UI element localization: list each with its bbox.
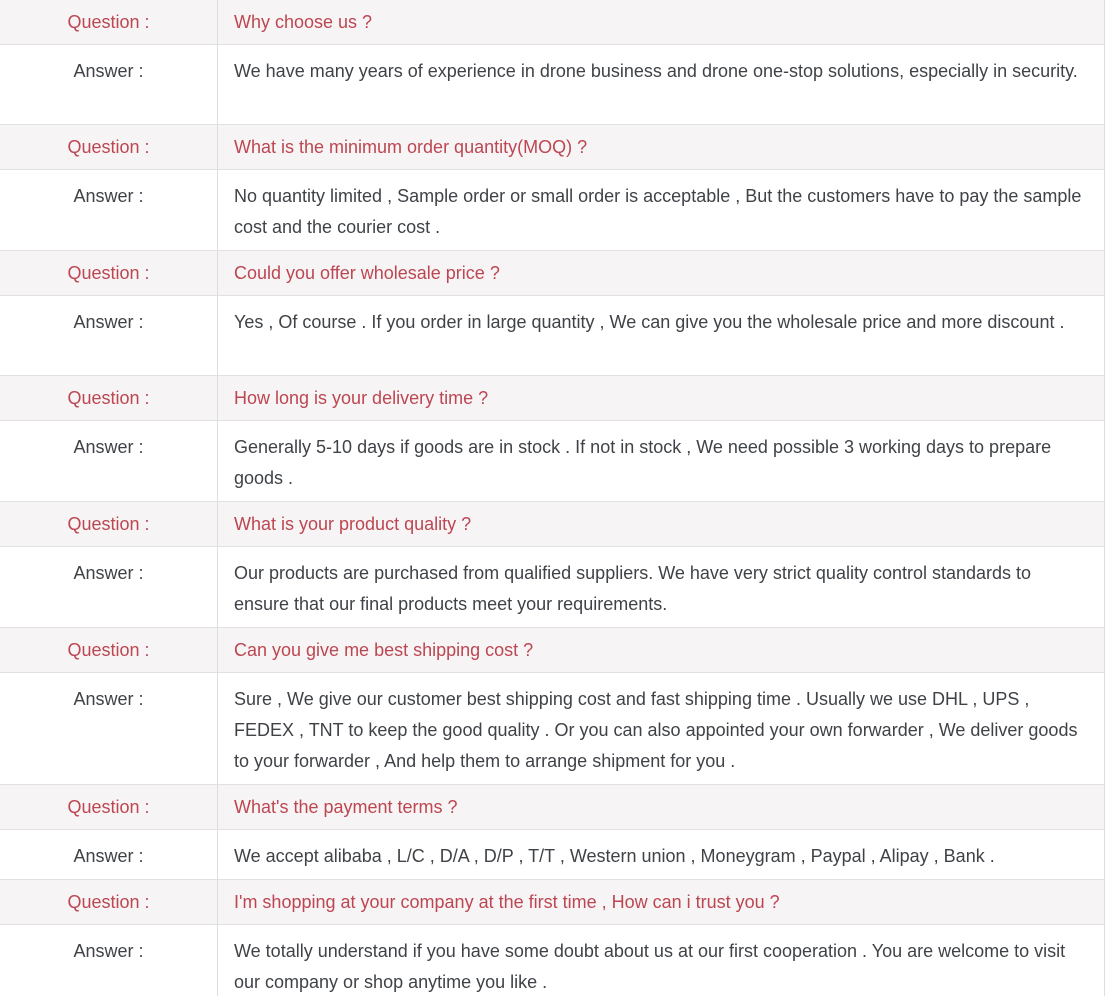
answer-text: Yes , Of course . If you order in large quantity , We can give you the wholesale price and more discount . <box>234 312 1065 332</box>
answer-row-label: Answer : <box>0 45 218 124</box>
question-text: How long is your delivery time ? <box>234 388 489 408</box>
answer-row-label: Answer : <box>0 170 218 250</box>
question-row-label: Question : <box>0 376 218 420</box>
question-row-label: Question : <box>0 0 218 44</box>
answer-text: No quantity limited , Sample order or small order is acceptable , But the customers have to pay the sample cost and the courier cost . <box>234 186 1082 237</box>
answer-row-label: Answer : <box>0 547 218 627</box>
question-row-label: Question : <box>0 251 218 295</box>
answer-row-label: Answer : <box>0 296 218 375</box>
question-row <box>0 880 1104 925</box>
question-text: Could you offer wholesale price ? <box>234 263 500 283</box>
question-text: Can you give me best shipping cost ? <box>234 640 534 660</box>
question-text: Why choose us ? <box>234 12 373 32</box>
question-row <box>0 0 1104 45</box>
question-row <box>0 125 1104 170</box>
question-text: I'm shopping at your company at the first time , How can i trust you ? <box>234 892 780 912</box>
question-text: What is your product quality ? <box>234 514 472 534</box>
question-row-label: Question : <box>0 628 218 672</box>
answer-row <box>0 830 1104 880</box>
answer-row <box>0 170 1104 251</box>
question-text: What's the payment terms ? <box>234 797 458 817</box>
question-row-label: Question : <box>0 502 218 546</box>
answer-row <box>0 421 1104 502</box>
answer-text: Sure , We give our customer best shipping cost and fast shipping time . Usually we use DHL , UPS , FEDEX , TNT to keep the good quality . Or you can also appointed your own forwarder , We deliver goods to your forwarder , And help them to arrange shipment for you . <box>234 689 1078 771</box>
answer-text: We totally understand if you have some doubt about us at our first cooperation . You are welcome to visit our company or shop anytime you like . <box>234 941 1066 992</box>
question-row <box>0 251 1104 296</box>
question-row <box>0 502 1104 547</box>
answer-row-label: Answer : <box>0 673 218 784</box>
answer-row <box>0 925 1104 996</box>
question-row-label: Question : <box>0 125 218 169</box>
answer-text: We have many years of experience in drone business and drone one-stop solutions, especially in security. <box>234 61 1078 81</box>
answer-text: Our products are purchased from qualified suppliers. We have very strict quality control standards to ensure that our final products meet your requirements. <box>234 563 1032 614</box>
question-row <box>0 628 1104 673</box>
question-row-label: Question : <box>0 880 218 924</box>
question-row-label: Question : <box>0 785 218 829</box>
question-text: What is the minimum order quantity(MOQ) ? <box>234 137 588 157</box>
answer-row <box>0 673 1104 785</box>
question-row <box>0 376 1104 421</box>
answer-row <box>0 547 1104 628</box>
answer-row-label: Answer : <box>0 421 218 501</box>
answer-row <box>0 296 1104 376</box>
answer-row <box>0 45 1104 125</box>
question-row <box>0 785 1104 830</box>
answer-row-label: Answer : <box>0 830 218 879</box>
answer-row-label: Answer : <box>0 925 218 996</box>
answer-text: Generally 5-10 days if goods are in stock . If not in stock , We need possible 3 working days to prepare goods . <box>234 437 1052 488</box>
answer-text: We accept alibaba , L/C , D/A , D/P , T/T , Western union , Moneygram , Paypal , Alipay , Bank . <box>234 846 995 866</box>
